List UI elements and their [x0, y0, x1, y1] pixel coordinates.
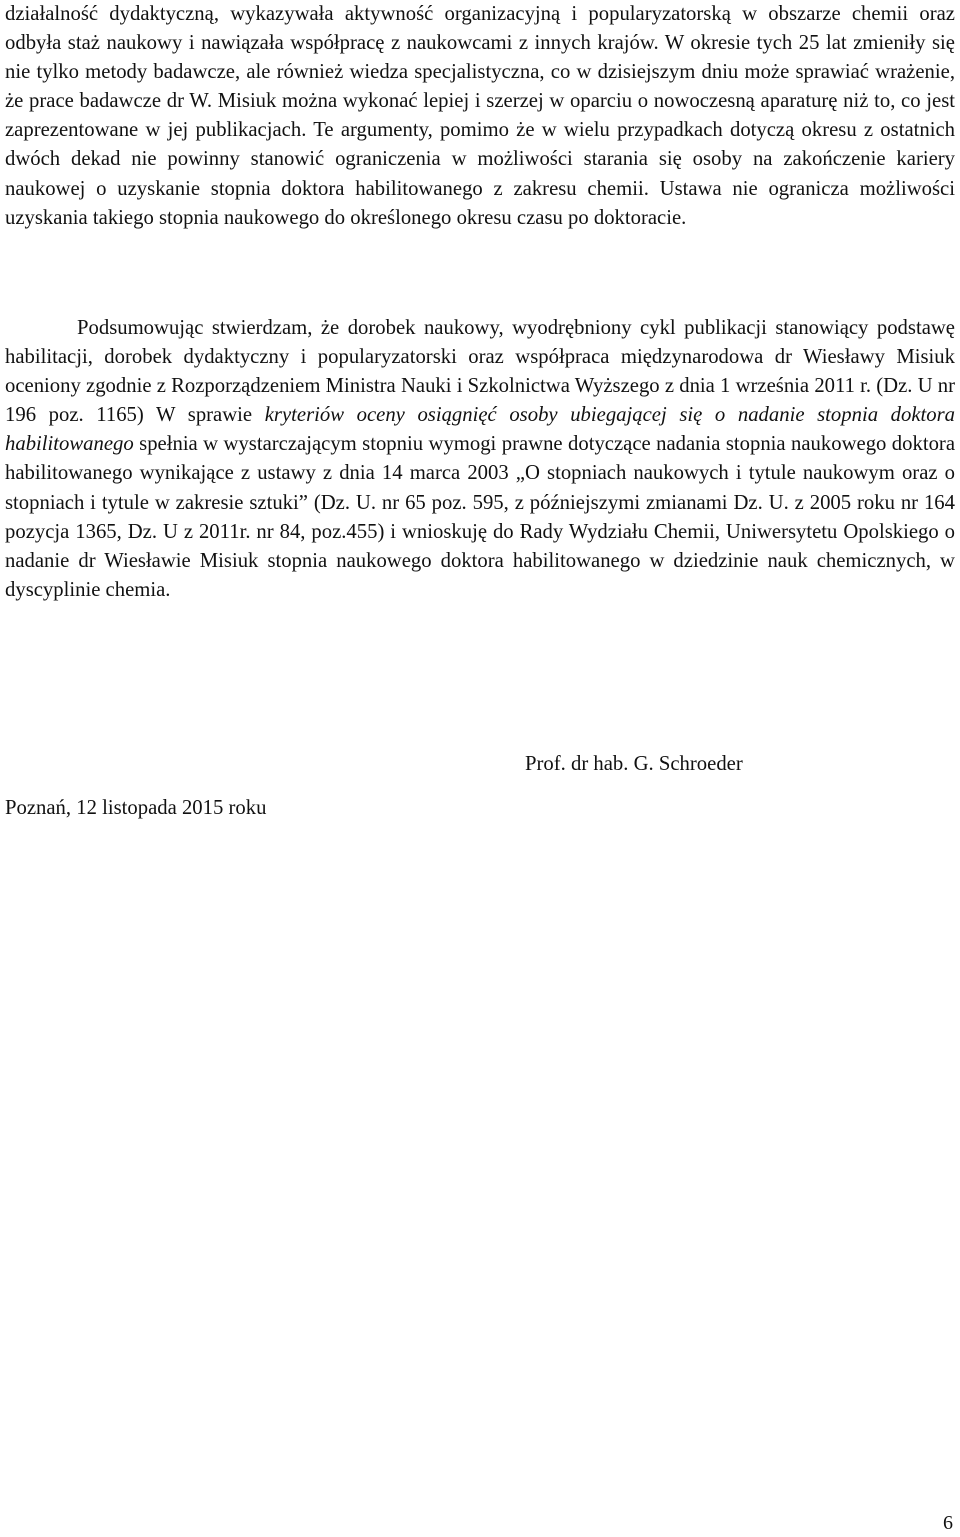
- regulation-title-italic: kryteriów oceny osiągnięć osoby ubiegającej się o nadanie stopnia doktora habilitowanego: [5, 404, 955, 456]
- conclusion-text-end: spełnia w wystarczającym stopniu wymogi prawne dotyczące nadania stopnia naukowego doktora habilitowanego wynikające z ustawy z dnia 14 marca 2003 „O stopniach naukowych i tytule naukowym oraz o stopniach i tytule w zakresie sztuki” (Dz. U. nr 65 poz. 595, z późniejszymi zmianami Dz. U. z 2005 roku nr 164 pozycja 1365, Dz. U z 2011r. nr 84, poz.455) i wnioskuję do Rady Wydziału Chemii, Uniwersytetu Opolskiego o nadanie dr Wiesławie Misiuk stopnia naukowego doktora habilitowanego w dziedzinie nauk chemicznych, w dyscyplinie chemia.: [5, 433, 955, 601]
- document-page: [5, 0, 955, 1537]
- conclusion-text-start: Podsumowując stwierdzam, że dorobek naukowy, wyodrębniony cykl publikacji stanowiący podstawę habilitacji, dorobek dydaktyczny i popularyzatorski oraz współpraca międzynarodowa dr Wiesławy Misiuk oceniony zgodnie z Rozporządzeniem Ministra Nauki i Szkolnictwa Wyższego z dnia 1 września 2011 r. (Dz. U nr 196 poz. 1165) W sprawie: [5, 317, 955, 427]
- conclusion-paragraph: [5, 314, 955, 605]
- signatory-name: Prof. dr hab. G. Schroeder: [525, 753, 743, 775]
- body-paragraph: działalność dydaktyczną, wykazywała aktywność organizacyjną i popularyzatorską w obszarze chemii oraz odbyła staż naukowy i nawiązała współpracę z naukowcami z innych krajów. W okresie tych 25 lat zmieniły się nie tylko metody badawcze, ale również wiedza specjalistyczna, co w dzisiejszym dniu może sprawiać wrażenie, że prace badawcze dr W. Misiuk można wykonać lepiej i szerzej w oparciu o nowoczesną aparaturę niż to, co jest zaprezentowane w jej publikacjach. Te argumenty, pomimo że w wielu przypadkach dotyczą okresu z ostatnich dwóch dekad nie powinny stanowić ograniczenia w możliwości starania się osoby na zakończenie kariery naukowej o uzyskanie stopnia doktora habilitowanego z zakresu chemii. Ustawa nie ogranicza możliwości uzyskania takiego stopnia naukowego do określonego okresu czasu po doktoracie.: [5, 3, 955, 229]
- page-number: 6: [943, 1512, 953, 1534]
- place-and-date: Poznań, 12 listopada 2015 roku: [5, 797, 267, 819]
